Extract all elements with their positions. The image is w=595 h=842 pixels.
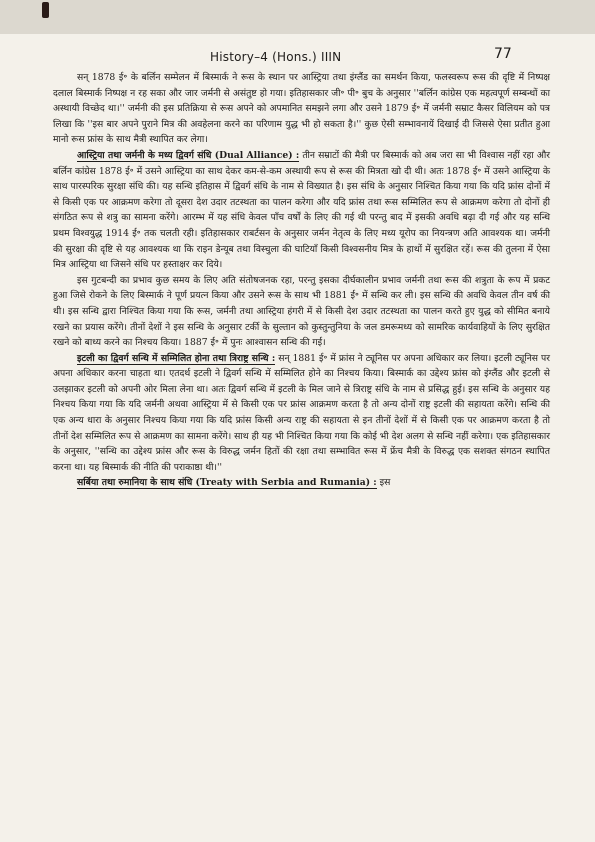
running-header: History–4 (Hons.) IIIN: [210, 50, 342, 64]
paragraph-dual-alliance: [53, 148, 550, 273]
paragraph-text: तीन सम्राटों की मैत्री पर बिस्मार्क को अब जरा सा भी विश्वास नहीं रहा और बर्लिन कांग्रेस 1878 ई॰ में उसने आस्ट्रिया का साथ देकर कम-से-कम अस्थायी रूप से रूस की मित्रता खो दी थी। अतः 1878 ई॰ में उसने आस्ट्रिया के साथ पारस्परिक सुरक्षा संधि की। यह सन्धि इतिहास में द्विवर्ग संधि के नाम से विख्यात है। इस संधि के अनुसार निश्चित किया गया कि यदि फ्रांस दोनों में से किसी एक पर आक्रमण करेगा तो दूसरा देश उदार तटस्थता का पालन करेगा और यदि फ्रांस तथा रूस सम्मिलित रूप से आक्रमण करेगा तो दोनों ही संगठित रूप से शत्रु का सामना करेंगे। आरम्भ में यह संधि केवल पाँच वर्षों के लिए की गई थी परन्तु बाद में इसकी अवधि बढ़ा दी गई और यह सन्धि प्रथम विश्वयुद्ध 1914 ई॰ तक चलती रही। इतिहासकार राबर्टसन के अनुसार जर्मन नेतृत्व के लिए मध्य यूरोप का नियन्त्रण अति आवश्यक था। जर्मनी की सुरक्षा की दृष्टि से यह आवश्यक था कि राइन डेन्यूब तथा विस्चुला की घाटियाँ किसी विश्वसनीय मित्र के हाथों में सुरक्षित रहें। रूस की तुलना में ऐसा मित्र आस्ट्रिया था जिसने संधि पर हस्ताक्षर कर दिये।: [53, 149, 550, 271]
paragraph-triple-alliance: [53, 351, 550, 476]
binder-clip-mark: [42, 2, 49, 18]
paragraph-text: इस: [376, 477, 391, 489]
paragraph-text: इस गुटबन्दी का प्रभाव कुछ समय के लिए अति संतोषजनक रहा, परन्तु इसका दीर्घकालीन प्रभाव जर्मनी तथा रूस की शत्रुता के रूप में प्रकट हुआ जिसे रोकने के लिए बिस्मार्क ने पूर्ण प्रयत्न किया और उसने रूस के साथ भी 1881 ई॰ में सन्धि कर ली। इस सन्धि की अवधि केवल तीन वर्ष की थी। इस सन्धि द्वारा निश्चित किया गया कि रूस, जर्मनी तथा आस्ट्रिया हंगरी में से किसी देश उदार तटस्थता का पालन करते हुए युद्ध को सीमित बनाये रखने का प्रयास करेंगे। तीनों देशों ने इस सन्धि के अनुसार टर्की के सुल्तान को कुस्तुन्तुनिया के जल डमरूमध्य को सामरिक कार्यवाहियों के लिए सुरक्षित रखने को बाध्य करने का निश्चय किया। 1887 ई॰ में पुनः आश्वासन सन्धि की गई।: [53, 274, 550, 349]
section-heading-dual-alliance: आस्ट्रिया तथा जर्मनी के मध्य द्विवर्ग संधि (Dual Alliance) :: [77, 149, 300, 161]
page-body: [53, 70, 550, 491]
page-number: 77: [494, 46, 512, 62]
paragraph-berlin-congress: [53, 70, 550, 148]
section-heading-serbia-rumania: सर्बिया तथा रुमानिया के साथ संधि (Treaty with Serbia and Rumania) :: [77, 477, 377, 489]
paragraph-alliance-effects: [53, 273, 550, 351]
paragraph-text: सन् 1878 ई॰ के बर्लिन सम्मेलन में बिस्मार्क ने रूस के स्थान पर आस्ट्रिया तथा इंग्लैंड का समर्थन किया, फलस्वरूप रूस की दृष्टि में निष्पक्ष दलाल बिस्मार्क निष्पक्ष न रह सका और जार जर्मनी से असंतुष्ट हो गया। इतिहासकार जी॰ पी॰ बुच के अनुसार ''बर्लिन कांग्रेस एक महत्वपूर्ण सम्बन्धों का अस्थायी विच्छेद था।'' जर्मनी की इस प्रतिक्रिया से रूस अपने को अपमानित समझने लगा और उसने 1879 ई॰ में जर्मनी सम्राट कैसर विलियम को पत्र लिखा कि ''इस बार अपने पुराने मित्र की अवहेलना करने का परिणाम युद्ध भी हो सकता है।'' कुछ ऐसी सम्भावनायें दिखाई दी जिससे ऐसा प्रतीत हुआ मानो रूस फ्रांस के साथ मैत्री स्थापित कर लेगा।: [53, 72, 550, 146]
section-heading-triple-alliance: इटली का द्विवर्ग सन्धि में सम्मिलित होना तथा त्रिराष्ट्र सन्धि :: [77, 352, 276, 364]
scan-top-strip: [0, 0, 595, 34]
paragraph-text: सन् 1881 ई॰ में फ्रांस ने ट्यूनिस पर अपना अधिकार कर लिया। इटली ट्यूनिस पर अपना अधिकार करना चाहता था। एतदर्थ इटली ने द्विवर्ग सन्धि में सम्मिलित होने का निश्चय किया। बिस्मार्क का उद्देश्य फ्रांस को इंग्लैंड और इटली से उलझाकर इटली को अपनी ओर मिला लेना था। अतः द्विवर्ग सन्धि में इटली के मिल जाने से त्रिराष्ट्र संधि के नाम से प्रसिद्ध हुई। इस सन्धि के अनुसार यह निश्चय किया गया कि यदि जर्मनी अथवा आस्ट्रिया में से किसी एक पर फ्रांस आक्रमण करता है तो अन्य दोनों राष्ट्र इटली की सहायता करेंगे। सन्धि की एक अन्य धारा के अनुसार निश्चय किया गया कि यदि फ्रांस किसी अन्य राष्ट्र की सहायता से इन तीनों देशों में से किसी एक पर आक्रमण करता है तो तीनों देश सम्मिलित रूप से आक्रमण का सामना करेंगे। साथ ही यह भी निश्चित किया गया कि कोई भी देश अलग से सन्धि नहीं करेगा। एक इतिहासकार के अनुसार, ''सन्धि का उद्देश्य फ्रांस और रूस के विरुद्ध जर्मन हितों की रक्षा तथा सम्भावित रूस में फ्रेंच मैत्री के विरुद्ध एक सशक्त संगठन स्थापित करना था। यह बिस्मार्क की नीति की पराकाष्ठा थी।'': [53, 352, 550, 473]
paragraph-serbia-rumania: [53, 475, 550, 491]
